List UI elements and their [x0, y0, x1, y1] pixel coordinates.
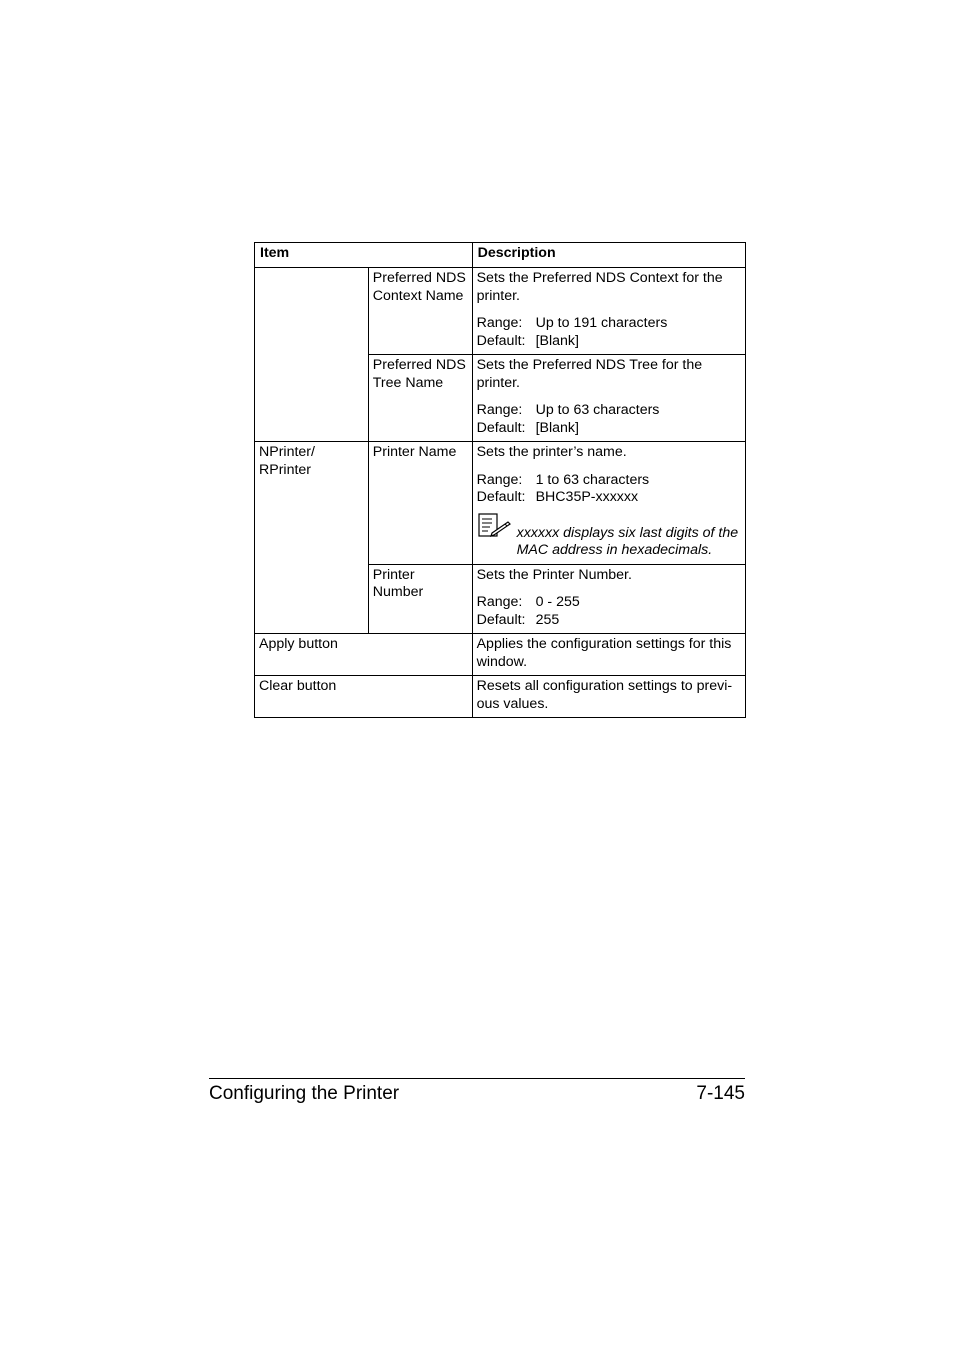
range-value: Up to 191 characters [535, 315, 668, 331]
table-row [255, 442, 746, 565]
range-value: 0 - 255 [535, 594, 580, 610]
description-text: Sets the Preferred NDS Context for the printer. [476, 270, 723, 304]
description-text: Sets the Preferred NDS Tree for the printer. [476, 357, 703, 391]
range-value: 1 to 63 characters [535, 471, 650, 488]
default-value: [Blank] [535, 419, 579, 436]
footer-divider [209, 1078, 745, 1079]
description-cell [472, 564, 745, 634]
default-value: [Blank] [535, 332, 579, 349]
default-line [477, 612, 741, 630]
sub-item-cell: Printer Name [368, 442, 472, 565]
description-cell [472, 442, 745, 565]
default-value: 255 [535, 611, 560, 628]
note [477, 517, 741, 560]
default-line [477, 489, 741, 507]
description-text: Sets the printer’s name. [476, 444, 627, 460]
table-header-row [255, 243, 746, 268]
range-line [477, 315, 741, 333]
sub-item-cell: Preferred NDS Context Name [368, 268, 472, 355]
range-label: Range: [476, 471, 523, 488]
range-label: Range: [476, 315, 523, 331]
table-row [255, 676, 746, 718]
default-label: Default: [476, 611, 526, 628]
note-text: xxxxxx displays six last digits of the MAC address in hexadecimals. [516, 524, 739, 558]
note-pencil-icon [477, 513, 517, 545]
sub-item-cell: Preferred NDS Tree Name [368, 355, 472, 442]
item-cell: Apply button [255, 634, 473, 676]
header-description: Description [472, 243, 745, 268]
group-item-cell: NPrinter/ RPrinter [255, 442, 369, 634]
default-line [477, 420, 741, 438]
footer-title: Configuring the Printer [209, 1083, 400, 1104]
default-value: BHC35P-xxxxxx [535, 489, 639, 505]
description-cell: Resets all configuration settings to previ-ous values. [472, 676, 745, 718]
description-cell [472, 268, 745, 355]
range-label: Range: [476, 594, 523, 610]
range-line [477, 402, 741, 420]
range-line [477, 594, 741, 612]
default-label: Default: [476, 419, 526, 436]
description-text: Sets the Printer Number. [476, 566, 632, 583]
header-item: Item [255, 243, 473, 268]
description-cell: Applies the configuration settings for this window. [472, 634, 745, 676]
range-value: Up to 63 characters [535, 402, 660, 418]
range-line [477, 472, 741, 490]
default-label: Default: [476, 332, 526, 349]
description-cell [472, 355, 745, 442]
table-row [255, 268, 746, 355]
range-label: Range: [476, 402, 523, 418]
item-cell: Clear button [255, 676, 473, 718]
default-line [477, 333, 741, 351]
empty-group-cell [255, 268, 369, 442]
sub-item-cell: Printer Number [368, 564, 472, 634]
page-number: 7-145 [696, 1083, 745, 1104]
settings-table [254, 242, 746, 718]
default-label: Default: [476, 489, 526, 505]
table-row [255, 634, 746, 676]
